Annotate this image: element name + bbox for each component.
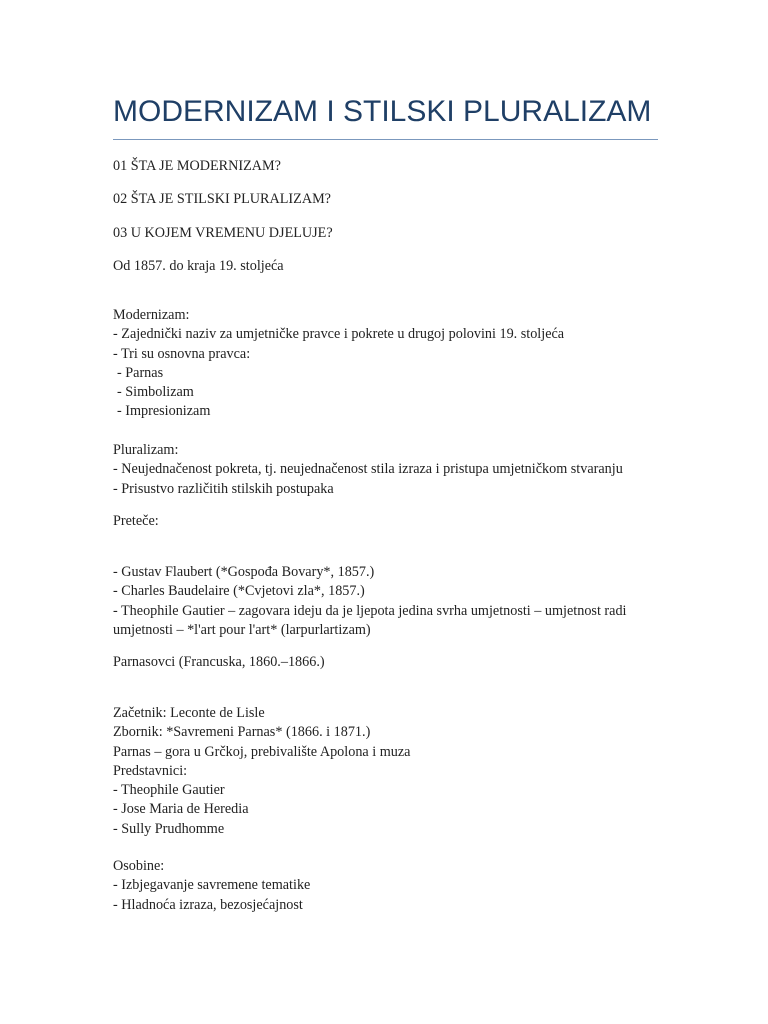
question-text: 01 ŠTA JE MODERNIZAM? xyxy=(113,158,281,174)
title-underline xyxy=(113,139,658,140)
period-paragraph xyxy=(113,257,658,276)
pretece-section xyxy=(113,563,658,640)
section-line: Parnas – gora u Grčkoj, prebivalište Apolona i muza xyxy=(113,743,411,760)
section-line: Predstavnici: xyxy=(113,762,188,779)
section-line: - Jose Maria de Heredia xyxy=(113,801,249,818)
list-item: - Simbolizam xyxy=(117,384,194,401)
question-3 xyxy=(113,224,658,243)
section-line: - Izbjegavanje savremene tematike xyxy=(113,877,311,894)
section-heading: Preteče: xyxy=(113,513,159,529)
section-heading: Modernizam: xyxy=(113,307,190,323)
section-line: - Charles Baudelaire (*Cvjetovi zla*, 1857.) xyxy=(113,583,365,600)
section-line: - Sully Prudhomme xyxy=(113,820,225,837)
section-line: Zbornik: *Savremeni Parnas* (1866. i 1871.) xyxy=(113,724,371,741)
modernizam-section xyxy=(113,306,658,422)
section-line: - Prisustvo različitih stilskih postupaka xyxy=(113,480,334,497)
section-line: - Gustav Flaubert (*Gospođa Bovary*, 1857.) xyxy=(113,564,375,580)
question-2 xyxy=(113,190,658,209)
section-heading: Pluralizam: xyxy=(113,442,179,458)
section-line: Začetnik: Leconte de Lisle xyxy=(113,705,265,721)
section-heading: Parnasovci (Francuska, 1860.–1866.) xyxy=(113,654,325,670)
section-heading: Osobine: xyxy=(113,858,165,874)
question-text: 02 ŠTA JE STILSKI PLURALIZAM? xyxy=(113,191,331,207)
zacetnik-section xyxy=(113,704,658,839)
section-line: umjetnosti – *l'art pour l'art* (larpurlartizam) xyxy=(113,621,371,638)
section-line: - Theophile Gautier xyxy=(113,782,225,799)
list-item: - Impresionizam xyxy=(117,403,211,420)
section-line: - Neujednačenost pokreta, tj. neujednačenost stila izraza i pristupa umjetničkom stvaranju xyxy=(113,461,623,478)
document-title: MODERNIZAM I STILSKI PLURALIZAM xyxy=(113,95,652,128)
question-1 xyxy=(113,157,658,176)
section-line: - Hladnoća izraza, bezosjećajnost xyxy=(113,896,303,913)
period-text: Od 1857. do kraja 19. stoljeća xyxy=(113,258,284,274)
pretece-heading-block xyxy=(113,512,658,531)
pluralizam-section xyxy=(113,441,658,499)
section-line: - Zajednički naziv za umjetničke pravce i pokrete u drugoj polovini 19. stoljeća xyxy=(113,326,565,343)
list-item: - Parnas xyxy=(117,364,164,381)
question-text: 03 U KOJEM VREMENU DJELUJE? xyxy=(113,225,333,241)
section-line: - Tri su osnovna pravca: xyxy=(113,345,251,362)
parnasovci-heading-block xyxy=(113,653,658,672)
section-line: - Theophile Gautier – zagovara ideju da je ljepota jedina svrha umjetnosti – umjetnost radi xyxy=(113,602,627,619)
osobine-section xyxy=(113,857,658,915)
